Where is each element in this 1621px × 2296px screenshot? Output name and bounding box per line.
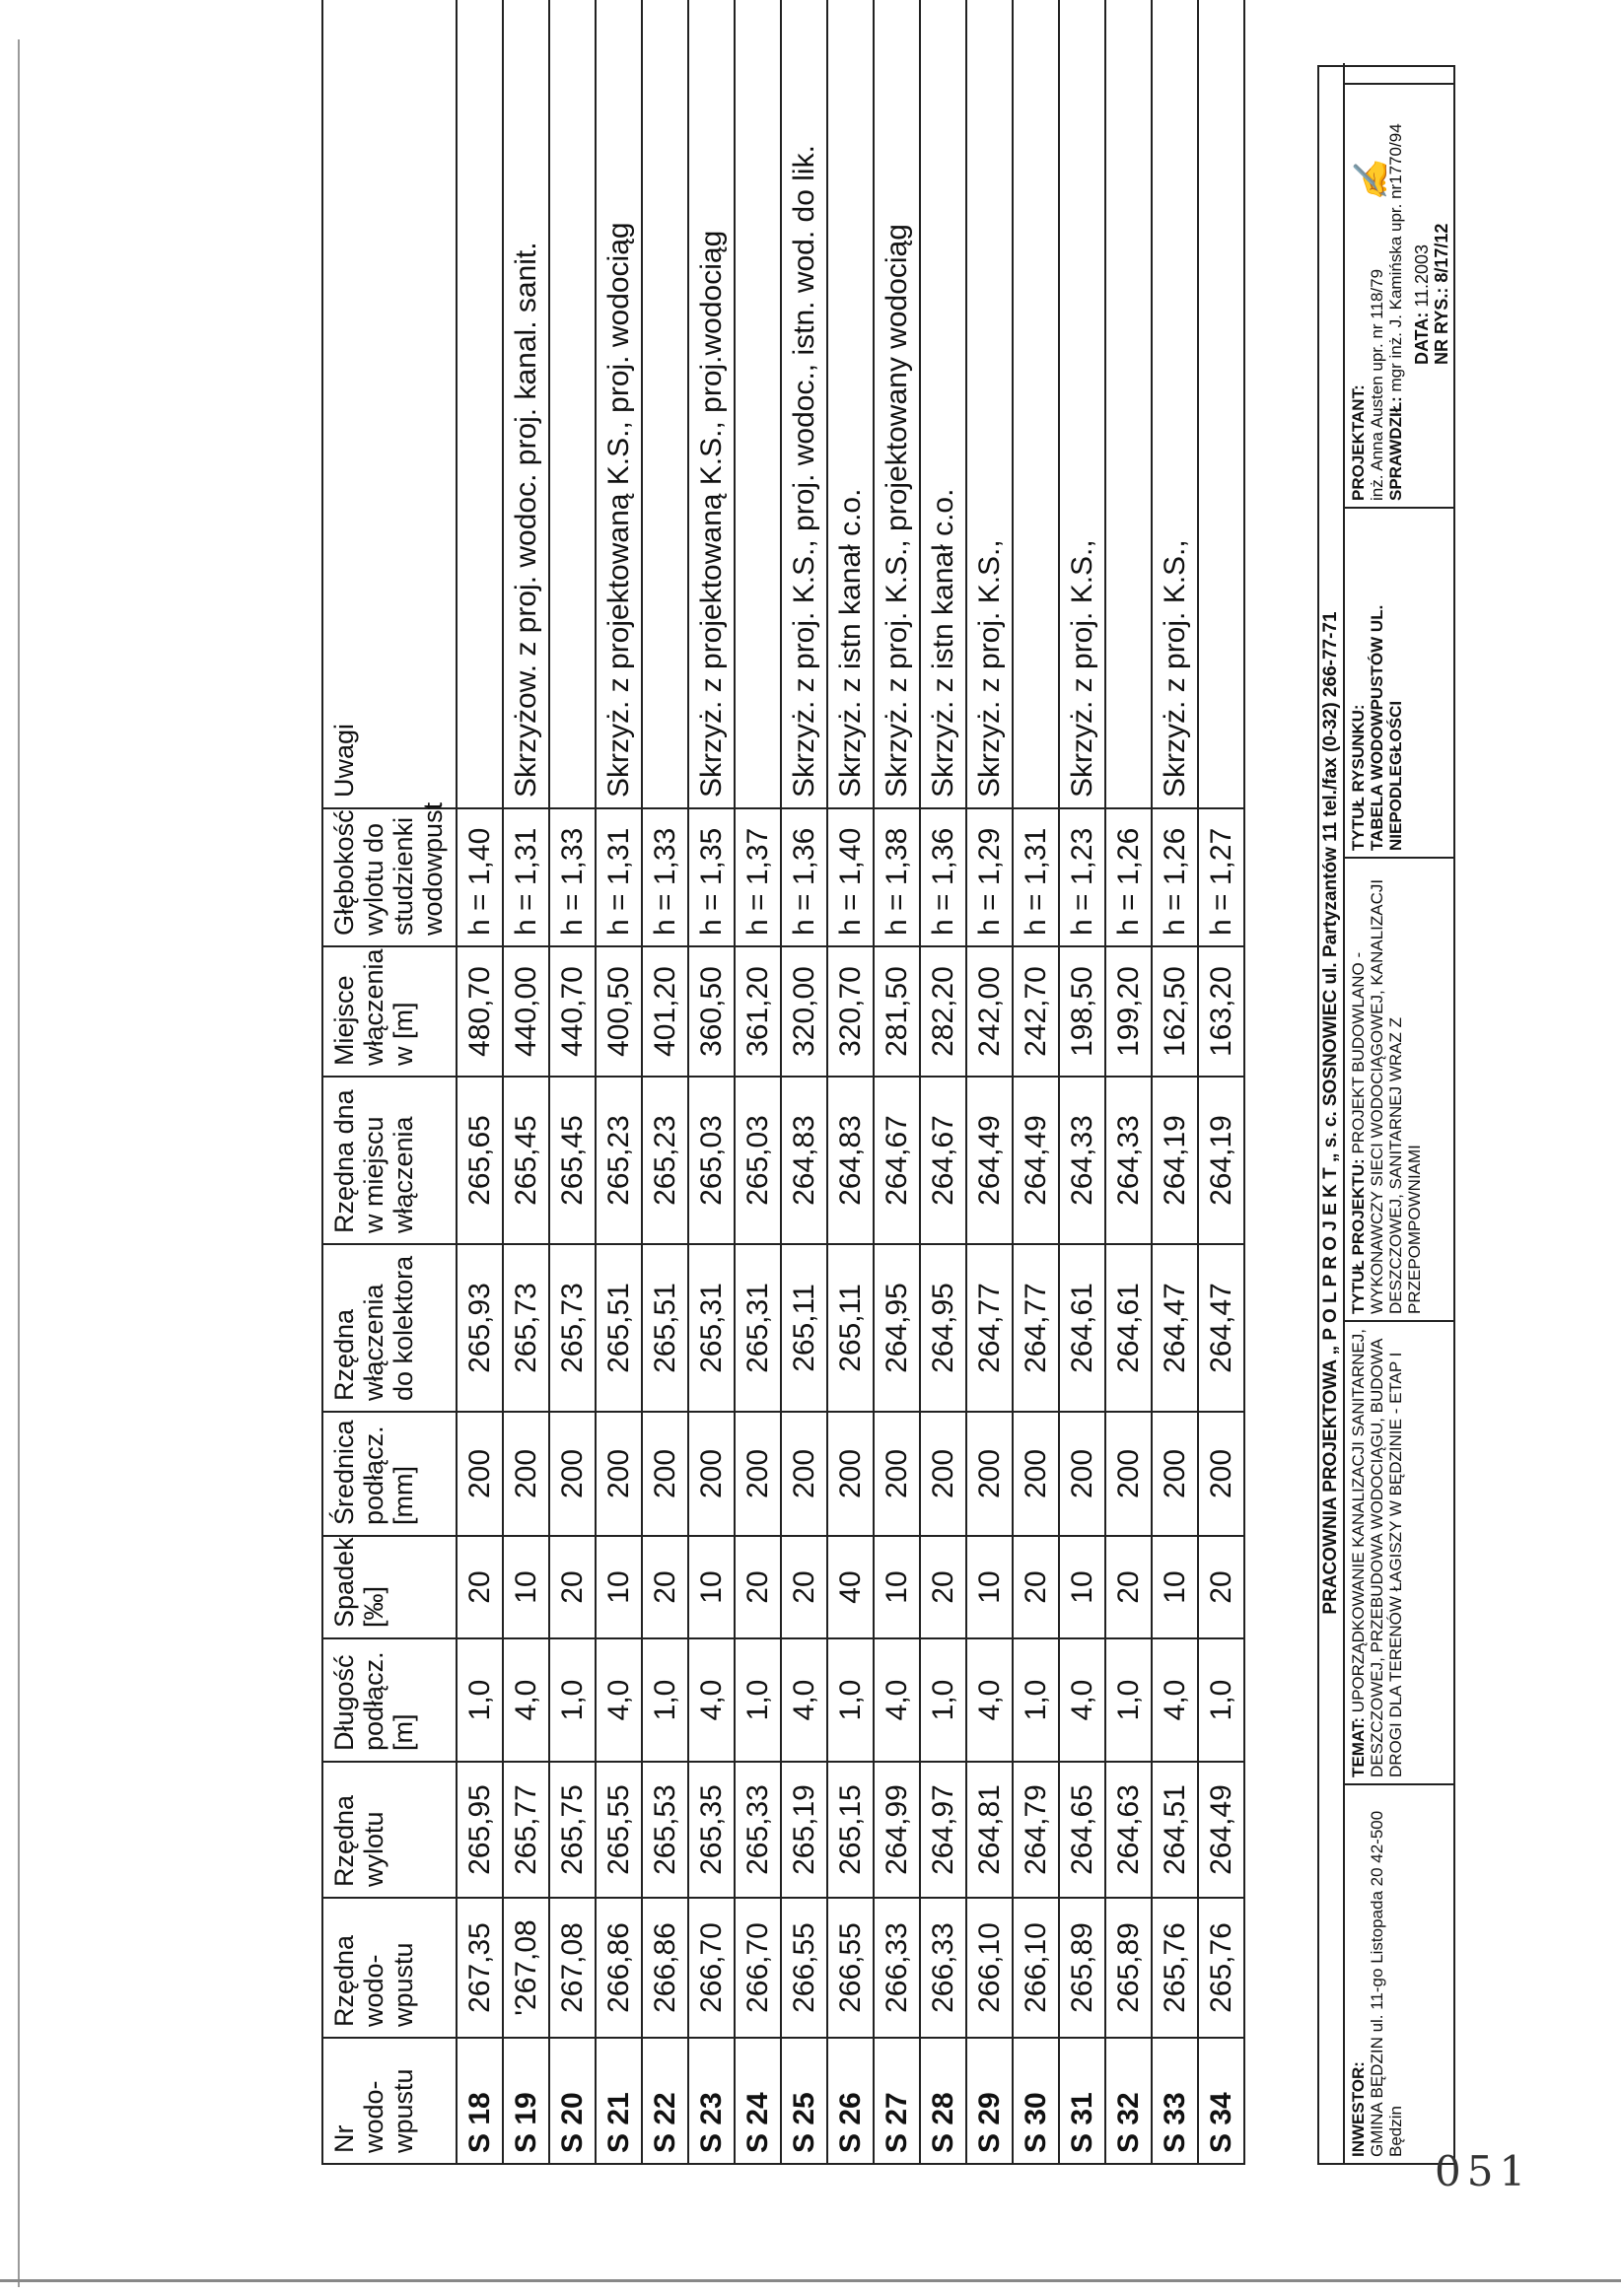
remarks-cell: Skrzyż. z proj. K.S., bbox=[1059, 0, 1105, 808]
inlet-elevation-cell: 265,76 bbox=[1152, 1898, 1198, 2038]
date-and-drawing-no-block bbox=[1412, 69, 1481, 365]
column-header: Nr wodo-wpustu bbox=[322, 2038, 457, 2164]
investor-cell bbox=[1345, 1783, 1455, 2163]
inlet-number-cell: S 28 bbox=[920, 2038, 966, 2164]
inlet-elevation-cell: 266,70 bbox=[688, 1898, 735, 2038]
designer-label: PROJEKTANT: bbox=[1349, 384, 1368, 501]
drawing-title-cell bbox=[1345, 507, 1455, 857]
connection-diameter-cell: 200 bbox=[827, 1412, 874, 1536]
inlet-number-cell: S 34 bbox=[1198, 2038, 1244, 2164]
connection-location-cell: 361,20 bbox=[735, 946, 781, 1077]
connection-diameter-cell: 200 bbox=[688, 1412, 735, 1536]
inlet-number-cell: S 27 bbox=[874, 2038, 920, 2164]
column-header: Uwagi bbox=[322, 0, 457, 808]
slope-cell: 10 bbox=[1059, 1536, 1105, 1638]
column-header: Głębokość wylotu do studzienki wodowpust bbox=[322, 808, 457, 946]
page-number: 051 bbox=[1435, 2147, 1532, 2195]
inlet-elevation-cell: 266,10 bbox=[1013, 1898, 1059, 2038]
outlet-elevation-cell: 264,63 bbox=[1105, 1762, 1152, 1898]
bottom-elevation-cell: 264,67 bbox=[920, 1077, 966, 1244]
inlet-number-cell: S 21 bbox=[596, 2038, 642, 2164]
outlet-depth-cell: h = 1,40 bbox=[827, 808, 874, 946]
outlet-elevation-cell: 265,15 bbox=[827, 1762, 874, 1898]
outlet-depth-cell: h = 1,35 bbox=[688, 808, 735, 946]
project-title-cell bbox=[1345, 857, 1455, 1320]
connection-diameter-cell: 200 bbox=[1152, 1412, 1198, 1536]
connection-diameter-cell: 200 bbox=[735, 1412, 781, 1536]
temat-value: UPORZĄDKOWANIE KANALIZACJI SANITARNEJ, DESZCZOWEJ, PRZEBUDOWA WODOCIĄGU, BUDOWA DROGI DLA TERENÓW ŁAGISZY W BĘDZINIE - ETAP I bbox=[1349, 1329, 1405, 1777]
connection-length-cell: 1,0 bbox=[827, 1638, 874, 1762]
scan-edge-line bbox=[18, 39, 20, 2287]
connection-length-cell: 4,0 bbox=[966, 1638, 1013, 1762]
signature-mark: ✍ bbox=[1352, 159, 1391, 201]
drawing-title-label: TYTUŁ RYSUNKU: bbox=[1349, 704, 1368, 851]
outlet-elevation-cell: 265,55 bbox=[596, 1762, 642, 1898]
remarks-cell: Skrzyż. z projektowaną K.S., proj. wodociąg bbox=[596, 0, 642, 808]
outlet-depth-cell: h = 1,26 bbox=[1105, 808, 1152, 946]
collector-connection-elevation-cell: 265,11 bbox=[827, 1244, 874, 1412]
collector-connection-elevation-cell: 264,47 bbox=[1198, 1244, 1244, 1412]
inlet-number-cell: S 20 bbox=[549, 2038, 596, 2164]
remarks-cell bbox=[457, 0, 503, 808]
slope-cell: 10 bbox=[966, 1536, 1013, 1638]
inlet-elevation-cell: 266,86 bbox=[642, 1898, 688, 2038]
inlet-elevation-cell: 266,55 bbox=[781, 1898, 827, 2038]
connection-diameter-cell: 200 bbox=[874, 1412, 920, 1536]
remarks-cell bbox=[1105, 0, 1152, 808]
connection-diameter-cell: 200 bbox=[920, 1412, 966, 1536]
outlet-depth-cell: h = 1,31 bbox=[503, 808, 549, 946]
outlet-elevation-cell: 264,97 bbox=[920, 1762, 966, 1898]
checked-by-value: mgr inż. J. Kamińska upr. nr1770/94 bbox=[1386, 123, 1405, 392]
outlet-depth-cell: h = 1,23 bbox=[1059, 808, 1105, 946]
bottom-elevation-cell: 265,23 bbox=[642, 1077, 688, 1244]
table-row bbox=[596, 0, 642, 2164]
connection-location-cell: 320,00 bbox=[781, 946, 827, 1077]
scan-bottom-line bbox=[0, 2279, 1621, 2282]
collector-connection-elevation-cell: 264,47 bbox=[1152, 1244, 1198, 1412]
inlet-number-cell: S 18 bbox=[457, 2038, 503, 2164]
collector-connection-elevation-cell: 265,73 bbox=[503, 1244, 549, 1412]
bottom-elevation-cell: 264,33 bbox=[1059, 1077, 1105, 1244]
inlet-number-cell: S 32 bbox=[1105, 2038, 1152, 2164]
table-row bbox=[549, 0, 596, 2164]
remarks-cell: Skrzyż. z istn kanał c.o. bbox=[920, 0, 966, 808]
connection-length-cell: 1,0 bbox=[642, 1638, 688, 1762]
outlet-elevation-cell: 264,81 bbox=[966, 1762, 1013, 1898]
drawing-no-label: NR RYS.: bbox=[1432, 287, 1451, 365]
project-title-label: TYTUŁ PROJEKTU: bbox=[1349, 1158, 1368, 1314]
outlet-elevation-cell: 264,79 bbox=[1013, 1762, 1059, 1898]
title-block bbox=[1317, 65, 1455, 2165]
project-title-value: PROJEKT BUDOWLANO -WYKONAWCZY SIECI WODOCIĄGOWEJ, KANALIZACJI DESZCZOWEJ, SANITARNEJ WRAZ Z PRZEPOMPOWNIAMI bbox=[1349, 878, 1424, 1314]
slope-cell: 20 bbox=[642, 1536, 688, 1638]
inlet-number-cell: S 33 bbox=[1152, 2038, 1198, 2164]
drawing-title-value: TABELA WODOWPUSTÓW UL. NIEPODLEGŁOŚCI bbox=[1368, 604, 1405, 851]
collector-connection-elevation-cell: 265,31 bbox=[688, 1244, 735, 1412]
bottom-elevation-cell: 264,49 bbox=[1013, 1077, 1059, 1244]
outlet-depth-cell: h = 1,31 bbox=[1013, 808, 1059, 946]
column-header: Rzędna wylotu bbox=[322, 1762, 457, 1898]
connection-diameter-cell: 200 bbox=[1013, 1412, 1059, 1536]
remarks-cell: Skrzyżow. z proj. wodoc. proj. kanal. sanit. bbox=[503, 0, 549, 808]
slope-cell: 20 bbox=[735, 1536, 781, 1638]
connection-length-cell: 1,0 bbox=[457, 1638, 503, 1762]
bottom-elevation-cell: 264,19 bbox=[1198, 1077, 1244, 1244]
outlet-elevation-cell: 265,53 bbox=[642, 1762, 688, 1898]
slope-cell: 20 bbox=[1013, 1536, 1059, 1638]
column-header: Rzędna dna w miejscu włączenia bbox=[322, 1077, 457, 1244]
inlet-number-cell: S 31 bbox=[1059, 2038, 1105, 2164]
connection-location-cell: 320,70 bbox=[827, 946, 874, 1077]
bottom-elevation-cell: 265,23 bbox=[596, 1077, 642, 1244]
collector-connection-elevation-cell: 265,73 bbox=[549, 1244, 596, 1412]
connection-diameter-cell: 200 bbox=[549, 1412, 596, 1536]
remarks-cell bbox=[1198, 0, 1244, 808]
remarks-cell: Skrzyż. z istn kanał c.o. bbox=[827, 0, 874, 808]
outlet-elevation-cell: 265,33 bbox=[735, 1762, 781, 1898]
connection-diameter-cell: 200 bbox=[503, 1412, 549, 1536]
temat-cell bbox=[1345, 1320, 1455, 1783]
table-row bbox=[688, 0, 735, 2164]
remarks-cell: Skrzyż. z proj. K.S., projektowany wodociąg bbox=[874, 0, 920, 808]
outlet-depth-cell: h = 1,29 bbox=[966, 808, 1013, 946]
table-row bbox=[1013, 0, 1059, 2164]
slope-cell: 20 bbox=[781, 1536, 827, 1638]
bottom-elevation-cell: 265,45 bbox=[503, 1077, 549, 1244]
connection-length-cell: 4,0 bbox=[1059, 1638, 1105, 1762]
inlet-number-cell: S 22 bbox=[642, 2038, 688, 2164]
connection-length-cell: 1,0 bbox=[1013, 1638, 1059, 1762]
outlet-elevation-cell: 264,49 bbox=[1198, 1762, 1244, 1898]
table-row bbox=[827, 0, 874, 2164]
rotated-sheet bbox=[321, 65, 1475, 2165]
slope-cell: 20 bbox=[920, 1536, 966, 1638]
bottom-elevation-cell: 264,83 bbox=[827, 1077, 874, 1244]
outlet-depth-cell: h = 1,31 bbox=[596, 808, 642, 946]
outlet-elevation-cell: 264,99 bbox=[874, 1762, 920, 1898]
bottom-elevation-cell: 265,65 bbox=[457, 1077, 503, 1244]
slope-cell: 40 bbox=[827, 1536, 874, 1638]
investor-value: GMINA BĘDZIN ul. 11-go Listopada 20 42-500 Będzin bbox=[1368, 1810, 1405, 2157]
column-header: Miejsce włączenia w [m] bbox=[322, 946, 457, 1077]
remarks-cell: Skrzyż. z proj. K.S., bbox=[1152, 0, 1198, 808]
connection-location-cell: 199,20 bbox=[1105, 946, 1152, 1077]
connection-diameter-cell: 200 bbox=[1198, 1412, 1244, 1536]
inlet-elevation-cell: 266,33 bbox=[920, 1898, 966, 2038]
remarks-cell: Skrzyż. z proj. K.S., bbox=[966, 0, 1013, 808]
column-header: Spadek [‰] bbox=[322, 1536, 457, 1638]
inlet-elevation-cell: 265,76 bbox=[1198, 1898, 1244, 2038]
inlet-elevation-cell: 267,08 bbox=[549, 1898, 596, 2038]
outlet-depth-cell: h = 1,33 bbox=[642, 808, 688, 946]
collector-connection-elevation-cell: 264,95 bbox=[874, 1244, 920, 1412]
slope-cell: 20 bbox=[457, 1536, 503, 1638]
remarks-cell bbox=[1013, 0, 1059, 808]
bottom-elevation-cell: 264,33 bbox=[1105, 1077, 1152, 1244]
inlet-number-cell: S 25 bbox=[781, 2038, 827, 2164]
slope-cell: 20 bbox=[1105, 1536, 1152, 1638]
table-row bbox=[874, 0, 920, 2164]
inlet-elevation-cell: 265,89 bbox=[1059, 1898, 1105, 2038]
collector-connection-elevation-cell: 265,51 bbox=[596, 1244, 642, 1412]
inlet-elevation-cell: 266,10 bbox=[966, 1898, 1013, 2038]
collector-connection-elevation-cell: 264,61 bbox=[1105, 1244, 1152, 1412]
connection-location-cell: 440,70 bbox=[549, 946, 596, 1077]
outlet-elevation-cell: 265,77 bbox=[503, 1762, 549, 1898]
table-row bbox=[735, 0, 781, 2164]
connection-length-cell: 4,0 bbox=[596, 1638, 642, 1762]
table-row bbox=[503, 0, 549, 2164]
connection-location-cell: 242,70 bbox=[1013, 946, 1059, 1077]
connection-diameter-cell: 200 bbox=[596, 1412, 642, 1536]
bottom-elevation-cell: 264,67 bbox=[874, 1077, 920, 1244]
connection-location-cell: 162,50 bbox=[1152, 946, 1198, 1077]
connection-location-cell: 281,50 bbox=[874, 946, 920, 1077]
collector-connection-elevation-cell: 265,31 bbox=[735, 1244, 781, 1412]
inlet-elevation-cell: 266,70 bbox=[735, 1898, 781, 2038]
inlet-number-cell: S 26 bbox=[827, 2038, 874, 2164]
remarks-cell: Skrzyż. z projektowaną K.S., proj.wodociąg bbox=[688, 0, 735, 808]
connection-location-cell: 242,00 bbox=[966, 946, 1013, 1077]
table-row bbox=[457, 0, 503, 2164]
inlet-elevation-cell: 265,89 bbox=[1105, 1898, 1152, 2038]
connection-location-cell: 401,20 bbox=[642, 946, 688, 1077]
table-body bbox=[457, 0, 1244, 2164]
column-header: Rzędna wodo-wpustu bbox=[322, 1898, 457, 2038]
outlet-depth-cell: h = 1,26 bbox=[1152, 808, 1198, 946]
bottom-elevation-cell: 265,03 bbox=[735, 1077, 781, 1244]
column-header: Średnica podłącz. [mm] bbox=[322, 1412, 457, 1536]
slope-cell: 20 bbox=[549, 1536, 596, 1638]
table-row bbox=[966, 0, 1013, 2164]
checked-by-label: SPRAWDZIŁ: bbox=[1386, 396, 1405, 501]
inlet-elevation-cell: 266,33 bbox=[874, 1898, 920, 2038]
remarks-cell bbox=[735, 0, 781, 808]
designer-value: inż. Anna Austen upr. nr 118/79 bbox=[1368, 268, 1386, 501]
connection-diameter-cell: 200 bbox=[781, 1412, 827, 1536]
connection-length-cell: 1,0 bbox=[1105, 1638, 1152, 1762]
connection-length-cell: 4,0 bbox=[781, 1638, 827, 1762]
connection-diameter-cell: 200 bbox=[966, 1412, 1013, 1536]
outlet-depth-cell: h = 1,40 bbox=[457, 808, 503, 946]
bottom-elevation-cell: 264,49 bbox=[966, 1077, 1013, 1244]
connection-location-cell: 163,20 bbox=[1198, 946, 1244, 1077]
slope-cell: 10 bbox=[596, 1536, 642, 1638]
outlet-elevation-cell: 265,35 bbox=[688, 1762, 735, 1898]
table-row bbox=[1105, 0, 1152, 2164]
slope-cell: 10 bbox=[503, 1536, 549, 1638]
bottom-elevation-cell: 265,03 bbox=[688, 1077, 735, 1244]
inlet-number-cell: S 23 bbox=[688, 2038, 735, 2164]
connection-length-cell: 4,0 bbox=[1152, 1638, 1198, 1762]
slope-cell: 10 bbox=[688, 1536, 735, 1638]
connection-diameter-cell: 200 bbox=[642, 1412, 688, 1536]
collector-connection-elevation-cell: 265,51 bbox=[642, 1244, 688, 1412]
inlet-elevation-cell: 267,35 bbox=[457, 1898, 503, 2038]
slope-cell: 10 bbox=[874, 1536, 920, 1638]
outlet-elevation-cell: 265,75 bbox=[549, 1762, 596, 1898]
remarks-cell: Skrzyż. z proj. K.S., proj. wodoc., istn. wod. do lik. bbox=[781, 0, 827, 808]
table-row bbox=[1059, 0, 1105, 2164]
company-header: PRACOWNIA PROJEKTOWA „ P O L P R O J E K T „ s. c. SOSNOWIEC ul. Partyzantów 11 tel./fax (0-32) 266-77-71 bbox=[1319, 63, 1345, 2163]
connection-diameter-cell: 200 bbox=[1059, 1412, 1105, 1536]
bottom-elevation-cell: 264,83 bbox=[781, 1077, 827, 1244]
temat-label: TEMAT: bbox=[1349, 1716, 1368, 1777]
connection-diameter-cell: 200 bbox=[1105, 1412, 1152, 1536]
outlet-depth-cell: h = 1,36 bbox=[781, 808, 827, 946]
connection-length-cell: 4,0 bbox=[503, 1638, 549, 1762]
connection-location-cell: 440,00 bbox=[503, 946, 549, 1077]
table-row bbox=[1198, 0, 1244, 2164]
connection-length-cell: 1,0 bbox=[735, 1638, 781, 1762]
collector-connection-elevation-cell: 264,77 bbox=[1013, 1244, 1059, 1412]
inlet-number-cell: S 30 bbox=[1013, 2038, 1059, 2164]
outlet-elevation-cell: 265,95 bbox=[457, 1762, 503, 1898]
connection-length-cell: 1,0 bbox=[1198, 1638, 1244, 1762]
connection-location-cell: 480,70 bbox=[457, 946, 503, 1077]
date-value: 11.2003 bbox=[1412, 244, 1432, 308]
connection-length-cell: 1,0 bbox=[920, 1638, 966, 1762]
connection-length-cell: 1,0 bbox=[549, 1638, 596, 1762]
outlet-depth-cell: h = 1,38 bbox=[874, 808, 920, 946]
outlet-depth-cell: h = 1,36 bbox=[920, 808, 966, 946]
inlet-number-cell: S 24 bbox=[735, 2038, 781, 2164]
investor-label: INWESTOR: bbox=[1349, 2061, 1368, 2157]
collector-connection-elevation-cell: 265,93 bbox=[457, 1244, 503, 1412]
connection-location-cell: 198,50 bbox=[1059, 946, 1105, 1077]
table-header-row bbox=[322, 0, 457, 2164]
slope-cell: 10 bbox=[1152, 1536, 1198, 1638]
collector-connection-elevation-cell: 265,11 bbox=[781, 1244, 827, 1412]
table-row bbox=[642, 0, 688, 2164]
connection-location-cell: 360,50 bbox=[688, 946, 735, 1077]
bottom-elevation-cell: 265,45 bbox=[549, 1077, 596, 1244]
outlet-elevation-cell: 264,65 bbox=[1059, 1762, 1105, 1898]
date-label: DATA: bbox=[1412, 312, 1432, 365]
outlet-elevation-cell: 265,19 bbox=[781, 1762, 827, 1898]
outlet-depth-cell: h = 1,33 bbox=[549, 808, 596, 946]
outlet-depth-cell: h = 1,37 bbox=[735, 808, 781, 946]
connection-length-cell: 4,0 bbox=[688, 1638, 735, 1762]
connection-length-cell: 4,0 bbox=[874, 1638, 920, 1762]
collector-connection-elevation-cell: 264,77 bbox=[966, 1244, 1013, 1412]
connection-location-cell: 282,20 bbox=[920, 946, 966, 1077]
inlet-number-cell: S 29 bbox=[966, 2038, 1013, 2164]
collector-connection-elevation-cell: 264,95 bbox=[920, 1244, 966, 1412]
column-header: Długość podłącz. [m] bbox=[322, 1638, 457, 1762]
inlet-elevation-cell: 266,55 bbox=[827, 1898, 874, 2038]
drain-inlet-table bbox=[321, 0, 1245, 2165]
table-row bbox=[1152, 0, 1198, 2164]
inlet-elevation-cell: '267,08 bbox=[503, 1898, 549, 2038]
column-header: Rzędna włączenia do kolektora bbox=[322, 1244, 457, 1412]
inlet-elevation-cell: 266,86 bbox=[596, 1898, 642, 2038]
remarks-cell bbox=[642, 0, 688, 808]
outlet-elevation-cell: 264,51 bbox=[1152, 1762, 1198, 1898]
connection-location-cell: 400,50 bbox=[596, 946, 642, 1077]
table-row bbox=[920, 0, 966, 2164]
collector-connection-elevation-cell: 264,61 bbox=[1059, 1244, 1105, 1412]
drawing-no-value: 8/17/12 bbox=[1432, 223, 1451, 283]
connection-diameter-cell: 200 bbox=[457, 1412, 503, 1536]
inlet-number-cell: S 19 bbox=[503, 2038, 549, 2164]
bottom-elevation-cell: 264,19 bbox=[1152, 1077, 1198, 1244]
slope-cell: 20 bbox=[1198, 1536, 1244, 1638]
table-row bbox=[781, 0, 827, 2164]
outlet-depth-cell: h = 1,27 bbox=[1198, 808, 1244, 946]
remarks-cell bbox=[549, 0, 596, 808]
